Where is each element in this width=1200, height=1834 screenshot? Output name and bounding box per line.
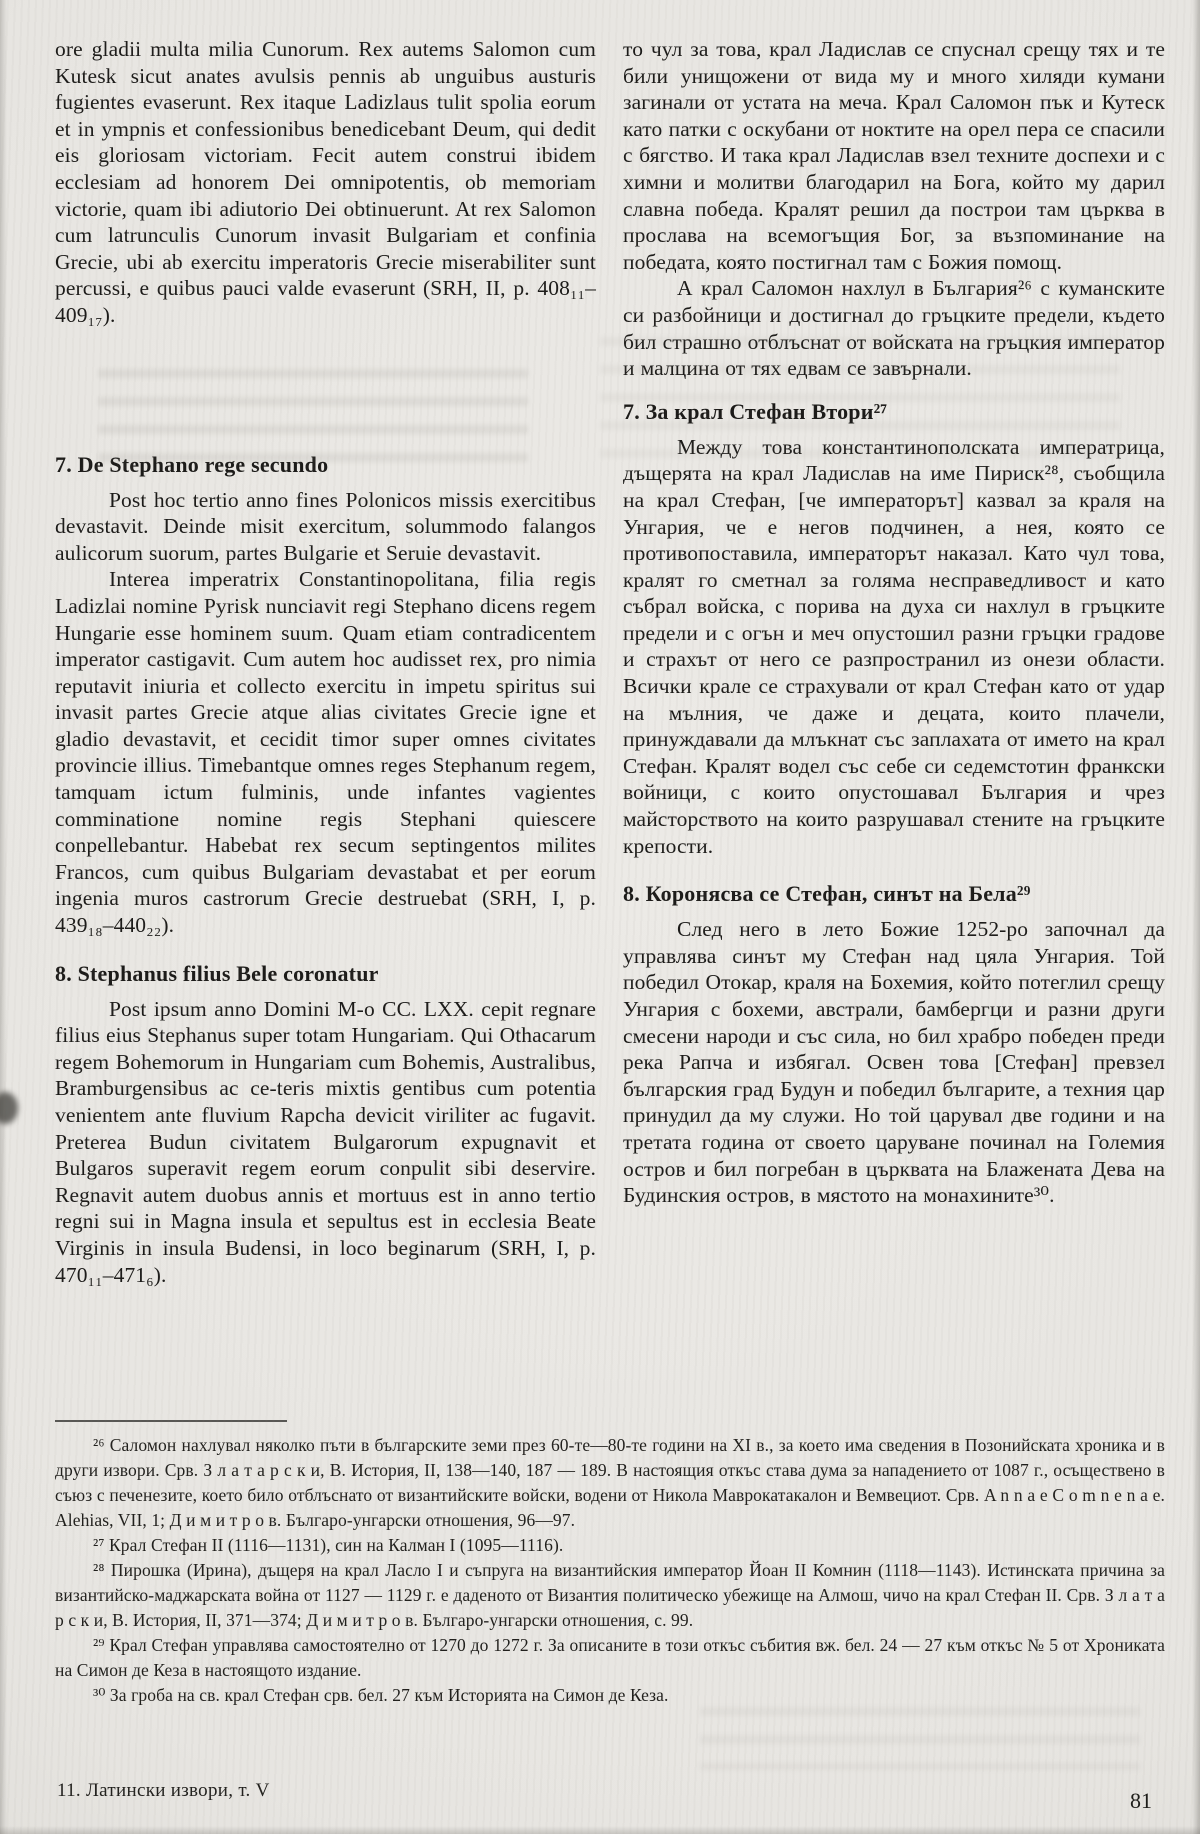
footnote-28: ²⁸ Пирошка (Ирина), дъщеря на крал Ласло I и съпруга на византийския император Йоан II Комнин (1118—1143). Истинската причина за византийско-маджарската война от 1127 — 1129 г. е даденото от Византия политическо убежище на Алмош, чичо на крал Стефан II. Срв. З л а т а р с к и, В. История, II, 371—374; Д и м и т р о в. Българо-унгарски отношения, с. 99. <box>55 1560 1165 1630</box>
footnote-separator-rule <box>55 1420 287 1422</box>
footnote-30: ³⁰ За гроба на св. крал Стефан срв. бел. 27 към Историята на Симон де Кеза. <box>93 1685 669 1705</box>
scan-edge-shadow <box>1192 0 1200 1834</box>
bulgarian-column <box>623 36 1165 1288</box>
latin-column <box>55 36 596 1288</box>
footnote-26: ²⁶ Саломон нахлувал няколко пъти в българските земи през 60-те—80-те години на XI в., за което има сведения в Позонийската хроника и в други извори. Срв. З л а т а р с к и, В. История, II, 138—140, 187 — 189. В настоящия откъс става дума за нападението от 1087 г., осъществено в съюз с печенезите, което било отблъснато от византийските войски, водени от Никола Маврокатакалон и Вемвециот. Срв. A n n a e C o m n e n a e. Alehias, VII, 1; Д и м и т р о в. Българо-унгарски отношения, 96—97. <box>55 1435 1165 1530</box>
scan-edge-shadow <box>0 0 7 1834</box>
bulgarian-paragraph: А крал Саломон нахлул в България²⁶ с куманските си разбойници и достигнал до гръцките предели, където бил страшно отблъснат от войската на гръцкия император и малцина от тях едвам се завърнали. <box>623 276 1165 381</box>
latin-paragraph: Interea imperatrix Constantinopolitana, filia regis Ladizlai nomine Pyrisk nunciavit regi Stephano dicens regem Hungarie esse hominem suum. Quam etiam contradicentem imperator castigavit. Cum autem hoc audisset rex, pro nimia reputavit iniuria et collecto exercitu in impetu spiritus sui invasit partes Grecie atque alias civitates Grecie igne et gladio devastavit, et cecidit timor super omnes civitates provincie illius. Timebantque omnes reges Stephanum regem, tamquam ictum fulminis, unde infantes vagientes comminatione nomine regis Stephani quiescere conpellebantur. Habebat rex secum septingentos milites Francos, cum quibus Bulgariam devastabat et per eorum ingenia muros castrorum Grecie destruebat (SRH, I, p. 439₁₈–440₂₂). <box>55 567 596 938</box>
latin-paragraph: Post hoc tertio anno fines Polonicos missis exercitibus devastavit. Deinde misit exercitum, solummodo falangos aulicorum suorum, partes Bulgarie et Seruie devastavit. <box>55 487 596 565</box>
latin-section-heading-8: 8. Stephanus filius Bele coronatur <box>55 960 379 986</box>
latin-paragraph: Post ipsum anno Domini M-o CC. LXX. cepit regnare filius eius Stephanus super totam Hungariam. Qui Othacarum regem Bohemorum in Hungariam cum Bohemis, Australibus, Bramburgensibus ac ce-teris mixtis gentibus cum potentia venientem ante fluvium Rapcha devicit viriliter ac fugavit. Preterea Budun civitatem Bulgarorum expugnavit et Bulgaros superavit regem eorum conpulit sibi deservire. Regnavit autem duobus annis et mortuus est in anno tertio regni sui in Magna insula et sepultus est in ecclesia Beate Virginis in insula Budensi, in loco beginarum (SRH, I, p. 470₁₁–471₆). <box>55 996 596 1287</box>
footnote-27: ²⁷ Крал Стефан II (1116—1131), син на Калман I (1095—1116). <box>93 1535 564 1555</box>
bulgarian-section-heading-7: 7. За крал Стефан Втори²⁷ <box>623 398 888 424</box>
page-number: 81 <box>1130 1788 1152 1813</box>
footnotes-section <box>55 1420 1165 1708</box>
scan-edge-shadow <box>0 1826 1200 1834</box>
bulgarian-paragraph: След него в лето Божие 1252-ро започнал да управлява синът му Стефан над цяла Унгария. Той победил Отокар, краля на Бохемия, който потеглил срещу Унгария с бохеми, австрали, бамбергци и разни други смесени народи и със сила, но бил храбро победен преди река Рапча и избягал. Освен това [Стефан] превзел българския град Будун и победил българите, а техния цар принудил да му служи. Но той царувал две години и на третата година от своето царуване починал на Големия остров и бил погребан в църквата на Блажената Дева на Будинския остров, в мястото на монахините³⁰. <box>623 917 1165 1208</box>
ink-bleedthrough-artifact <box>700 1700 1140 1770</box>
bulgarian-paragraph: Между това константинополската императрица, дъщерята на крал Ладислав на име Пириск²⁸, съобщила на крал Стефан, [че императорът] казвал за краля на Унгария, че е негов подчинен, а нея, която се противопоставила, императорът наказал. Като чул това, кралят го сметнал за голяма несправедливост и като събрал войска, с порива на духа си нахлул в гръцките предели и с огън и меч опустошил разни гръцки градове и страхът от него се разпространил из онези области. Всички крале се страхували от крал Стефан като от удар на мълния, че даже и децата, които плачели, принуждавали да млъкнат със заплахата от името на крал Стефан. Кралят водел със себе си седемстотин франкски войници, с които опустошавал България и чрез майсторството на които разрушавал стените на гръцките крепости. <box>623 434 1165 858</box>
edition-signature-line: 11. Латински извори, т. V <box>57 1780 270 1801</box>
latin-section-heading-7: 7. De Stephano rege secundo <box>55 451 329 477</box>
latin-paragraph-continuation: ore gladii multa milia Cunorum. Rex autems Salomon cum Kutesk sicut anates avulsis pennis ab unguibus austuris fugientes evaserunt. Rex itaque Ladizlaus tulit spolia eorum et in ympnis et confessionibus benedicebant Deum, qui dedit eis gloriosam victoriam. Fecit autem construi ibidem ecclesiam ad honorem Dei omnipotentis, ob memoriam victorie, quam ibi adiutorio Dei obtinuerunt. At rex Salomon cum latrunculis Cunorum invasit Bulgariam et confinia Grecie, ubi ab exercitu imperatoris Grecie miserabiliter sunt percussi, e quibus pauci valde evaserunt (SRH, II, p. 408₁₁–409₁₇). <box>55 37 596 327</box>
two-column-text-block <box>55 36 1165 1288</box>
bulgarian-section-heading-8: 8. Коронясва се Стефан, синът на Бела²⁹ <box>623 881 1031 907</box>
bulgarian-paragraph-continuation: то чул за това, крал Ладислав се спуснал срещу тях и те били унищожени от вида му и много хиляди кумани загинали от устата на меча. Крал Саломон пък и Кутеск като патки с оскубани от ноктите на орел пера се спасили с бягство. И така крал Ладислав взел техните доспехи и с химни и молитви благодарил на Бога, който му дарил славна победа. Кралят решил да построи там църква в прослава на всемогъщия Бог, за възпоминание на победата, която постигнал там с Божия помощ. <box>623 37 1165 274</box>
footnote-29: ²⁹ Крал Стефан управлява самостоятелно от 1270 до 1272 г. За описаните в този откъс събития вж. бел. 24 — 27 към откъс № 5 от Хрониката на Симон де Кеза в настоящото издание. <box>55 1635 1165 1680</box>
